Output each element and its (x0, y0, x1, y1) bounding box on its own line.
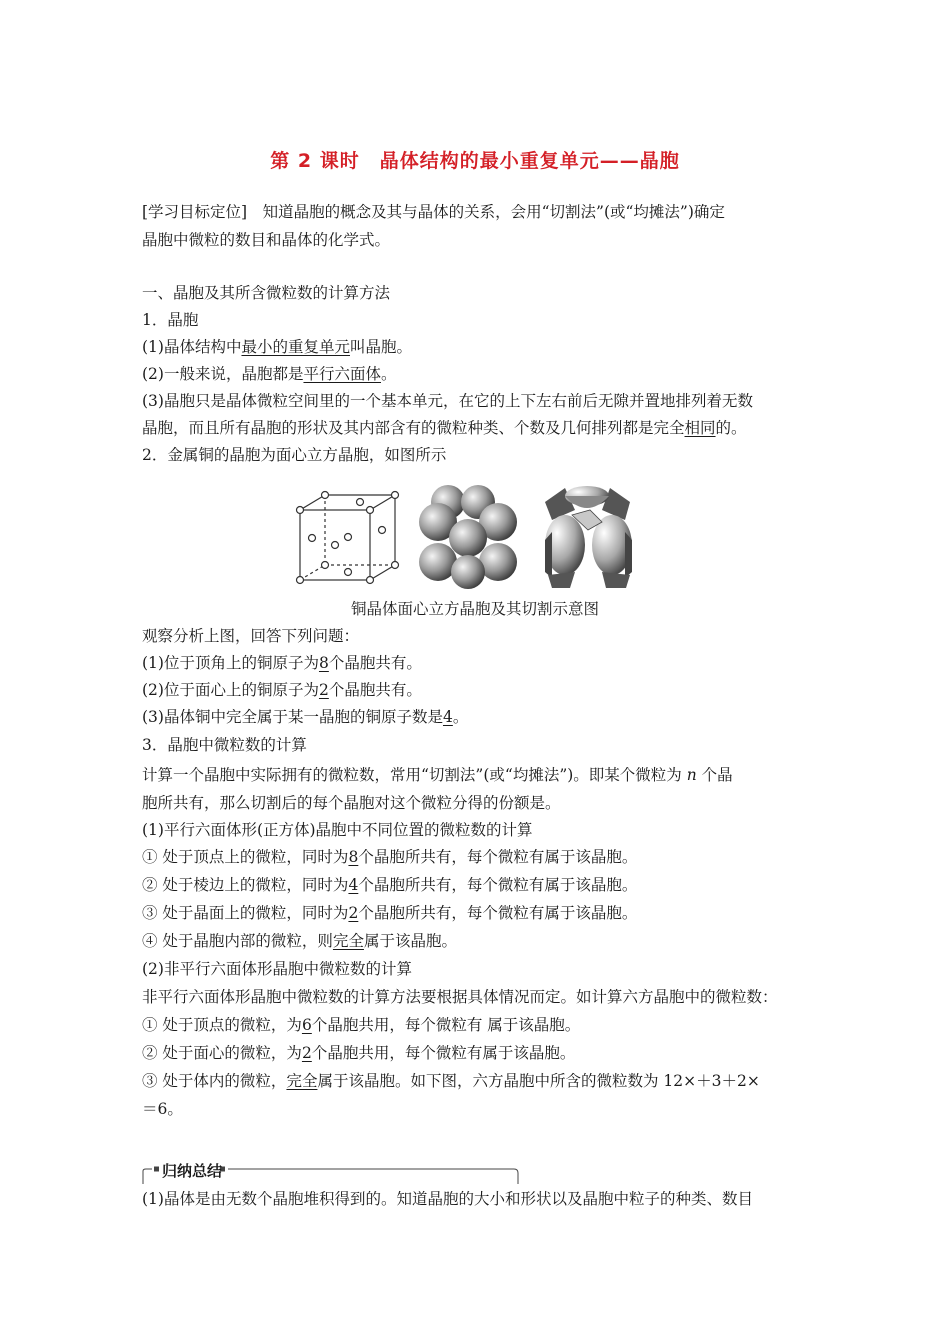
paragraph-line: 胞所共有，那么切割后的每个晶胞对这个微粒分得的份额是。 (142, 794, 561, 812)
list-item: ② 处于棱边上的微粒，同时为4个晶胞所共有，每个微粒有属于该晶胞。 (142, 876, 638, 894)
paragraph-line: (2)一般来说，晶胞都是平行六面体。 (142, 365, 397, 383)
answer-blank: 6 (301, 1016, 312, 1034)
paragraph-line: 观察分析上图，回答下列问题： (142, 627, 360, 645)
answer-blank: 平行六面体 (303, 365, 381, 383)
list-item: ④ 处于晶胞内部的微粒，则完全属于该晶胞。 (142, 932, 457, 950)
paragraph-line: 计算一个晶胞中实际拥有的微粒数，常用“切割法”(或“均摊法”)。即某个微粒为 n 个晶 (142, 766, 733, 784)
objective-line-1: [学习目标定位] 知道晶胞的概念及其与晶体的关系，会用“切割法”(或“均摊法”)确定 (142, 203, 725, 221)
list-item: ③ 处于晶面上的微粒，同时为2个晶胞所共有，每个微粒有属于该晶胞。 (142, 904, 638, 922)
answer-blank: 8 (318, 654, 329, 672)
list-item: ① 处于顶点的微粒，为6个晶胞共用，每个微粒有 属于该晶胞。 (142, 1016, 581, 1034)
paragraph-line: 非平行六面体形晶胞中微粒数的计算方法要根据具体情况而定。如计算六方晶胞中的微粒数： (142, 988, 778, 1006)
cut-cell-illustration (545, 486, 632, 588)
answer-blank: 4 (348, 876, 359, 894)
atom-dots (297, 492, 399, 584)
answer-blank: 相同 (684, 419, 716, 437)
objective-line-2: 晶胞中微粒的数目和晶体的化学式。 (142, 231, 391, 249)
paragraph-line: (1)晶体结构中最小的重复单元叫晶胞。 (142, 338, 412, 356)
summary-label: 归纳总结 (162, 1162, 223, 1180)
question-line: (1)位于顶角上的铜原子为8个晶胞共有。 (142, 654, 422, 672)
figure-caption: 铜晶体面心立方晶胞及其切割示意图 (350, 600, 599, 618)
answer-blank: 8 (348, 848, 359, 866)
list-item: ② 处于面心的微粒，为2个晶胞共用，每个微粒有属于该晶胞。 (142, 1044, 576, 1062)
answer-blank: 完全 (286, 1072, 318, 1090)
subsection-heading: 2．金属铜的晶胞为面心立方晶胞，如图所示 (142, 446, 447, 464)
question-line: (3)晶体铜中完全属于某一晶胞的铜原子数是4。 (142, 708, 469, 726)
paragraph-line: (3)晶胞只是晶体微粒空间里的一个基本单元，在它的上下左右前后无隙并置地排列着无数 (142, 392, 753, 410)
subsection-heading: 1．晶胞 (142, 311, 199, 329)
section-heading: 一、晶胞及其所含微粒数的计算方法 (142, 284, 391, 302)
page-title: 第 2 课时 晶体结构的最小重复单元——晶胞 (270, 150, 680, 172)
question-line: (2)位于面心上的铜原子为2个晶胞共有。 (142, 681, 422, 699)
paragraph-line: 晶胞，而且所有晶胞的形状及其内部含有的微粒种类、个数及几何排列都是完全相同的。 (142, 419, 747, 437)
paragraph-line: ＝6。 (142, 1100, 183, 1118)
answer-blank: 2 (348, 904, 359, 922)
close-packed-spheres (419, 485, 517, 589)
answer-blank: 2 (318, 681, 329, 699)
summary-line: (1)晶体是由无数个晶胞堆积得到的。知道晶胞的大小和形状以及晶胞中粒子的种类、数目 (142, 1190, 753, 1208)
paragraph-line: (1)平行六面体形(正方体)晶胞中不同位置的微粒数的计算 (142, 821, 533, 839)
answer-blank: 最小的重复单元 (241, 338, 350, 356)
paragraph-line: (2)非平行六面体形晶胞中微粒数的计算 (142, 960, 412, 978)
answer-blank: 4 (442, 708, 453, 726)
list-item: ③ 处于体内的微粒，完全属于该晶胞。如下图，六方晶胞中所含的微粒数为 12×＋3＋2× (142, 1072, 760, 1090)
list-item: ① 处于顶点上的微粒，同时为8个晶胞所共有，每个微粒有属于该晶胞。 (142, 848, 638, 866)
answer-blank: 2 (301, 1044, 312, 1062)
answer-blank: 完全 (332, 932, 364, 950)
objective-tag: [学习目标定位] (142, 203, 248, 221)
fcc-unit-cell-figure (290, 480, 670, 590)
subsection-heading: 3．晶胞中微粒数的计算 (142, 736, 307, 754)
